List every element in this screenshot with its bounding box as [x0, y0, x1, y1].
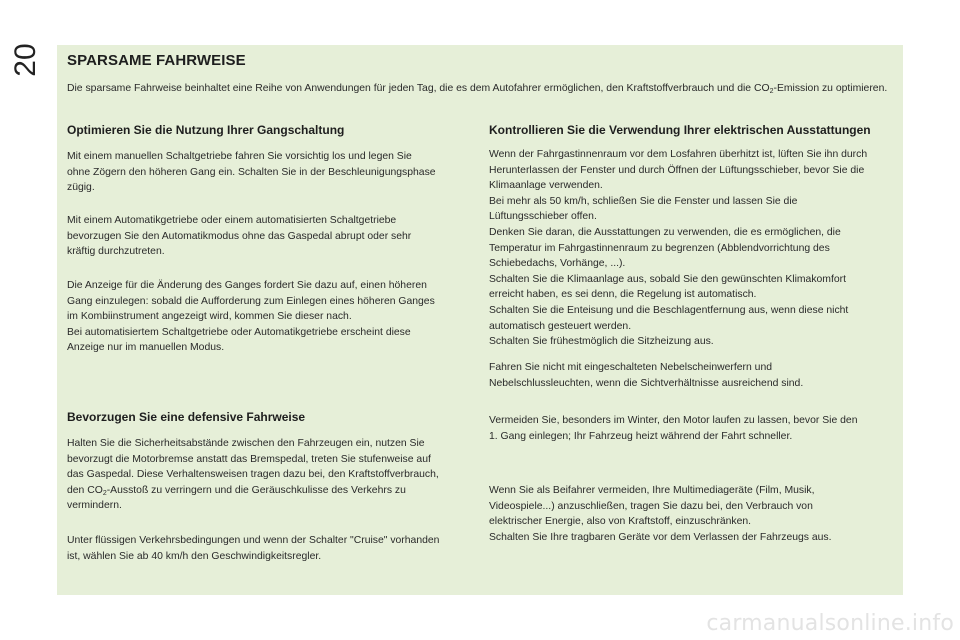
watermark: carmanualsonline.info: [706, 611, 954, 636]
gear-manual-paragraph: Mit einem manuellen Schaltgetriebe fahren Sie vorsichtig los und legen Sie ohne Zögern den höheren Gang ein. Schalten Sie in der Beschleunigungsphase zügig.: [67, 151, 436, 194]
intro-text-start: Die sparsame Fahrweise beinhaltet eine Reihe von Anwendungen für jeden Tag, die es dem Autofahrer ermöglichen, den Kraftstoffverbrauch und die CO: [67, 83, 770, 94]
cruise-paragraph: Unter flüssigen Verkehrsbedingungen und wenn der Schalter "Cruise" vorhanden ist, wählen Sie ab 40 km/h den Geschwindigkeitsregler.: [67, 535, 440, 562]
defensive-text-end: -Ausstoß zu verringern und die Geräuschkulisse des Verkehrs zu vermindern.: [67, 484, 406, 512]
fog-lights-paragraph: Fahren Sie nicht mit eingeschalteten Nebelscheinwerfern und Nebelschlussleuchten, wenn die Sichtverhältnisse ausreichend sind.: [489, 362, 804, 389]
defensive-co2-subscript: 2: [102, 489, 107, 497]
electrical-ventilation-paragraph: Wenn der Fahrgastinnenraum vor dem Losfahren überhitzt ist, lüften Sie ihn durch Herunterlassen der Fenster und durch Öffnen der Lüftungsschieber, bevor Sie die Klimaanlage verwenden. Bei mehr als 50 km/h, schließen Sie die Fenster und lassen Sie die Lüftungsschieber offen. Denken Sie daran, die Ausstattungen zu verwenden, die es ermöglichen, die Temperatur im Fahrgastinnenraum zu begrenzen (Abblendvorrichtung des Schiebedachs, Vorhänge, ...). Schalten Sie die Klimaanlage aus, sobald Sie den gewünschten Klimakomfort erreicht haben, es sei denn, die Regelung ist automatisch. Schalten Sie die Enteisung und die Beschlagentfernung aus, wenn diese nicht automatisch gesteuert werden. Schalten Sie frühestmöglich die Sitzheizung aus.: [489, 149, 868, 348]
section-title: SPARSAME FAHRWEISE: [67, 52, 246, 69]
intro-paragraph: [67, 81, 897, 97]
defensive-paragraph: [67, 436, 475, 514]
eco-driving-panel: [57, 45, 903, 595]
defensive-heading: Bevorzugen Sie eine defensive Fahrweise: [67, 410, 306, 424]
engine-idle-paragraph: Vermeiden Sie, besonders im Winter, den Motor laufen zu lassen, bevor Sie den 1. Gang einlegen; Ihr Fahrzeug heizt während der Fahrt schneller.: [489, 415, 858, 442]
gear-automatic-paragraph: Mit einem Automatikgetriebe oder einem automatisierten Schaltgetriebe bevorzugen Sie den Automatikmodus ohne das Gaspedal abrupt oder sehr kräftig durchzutreten.: [67, 215, 412, 258]
page-number: 20: [9, 43, 42, 77]
multimedia-paragraph: Wenn Sie als Beifahrer vermeiden, Ihre Multimediageräte (Film, Musik, Videospiele...) anzuschließen, tragen Sie dazu bei, den Verbrauch von elektrischer Energie, also von Kraftstoff, einzuschränken. Schalten Sie Ihre tragbaren Geräte vor dem Verlassen der Fahrzeugs aus.: [489, 485, 832, 543]
intro-co2-subscript: 2: [769, 88, 774, 95]
gear-indicator-paragraph: Die Anzeige für die Änderung des Ganges fordert Sie dazu auf, einen höheren Gang einzulegen: sobald die Aufforderung zum Einlegen eines höheren Ganges im Kombiinstrument angezeigt wird, kommen Sie dieser nach. Bei automatisiertem Schaltgetriebe oder Automatikgetriebe erscheint diese Anzeige nur im manuellen Modus.: [67, 280, 435, 354]
gear-heading: Optimieren Sie die Nutzung Ihrer Gangschaltung: [67, 123, 345, 137]
intro-text-end: -Emission zu optimieren.: [773, 83, 888, 94]
electrical-heading: Kontrollieren Sie die Verwendung Ihrer elektrischen Ausstattungen: [489, 123, 871, 137]
defensive-text-start: Halten Sie die Sicherheitsabstände zwischen den Fahrzeugen ein, nutzen Sie bevorzugt die Motorbremse anstatt das Bremspedal, treten Sie stufenweise auf das Gaspedal. Diese Verhaltensweisen tragen dazu bei, den Kraftstoffverbrauch, den CO: [67, 438, 439, 496]
